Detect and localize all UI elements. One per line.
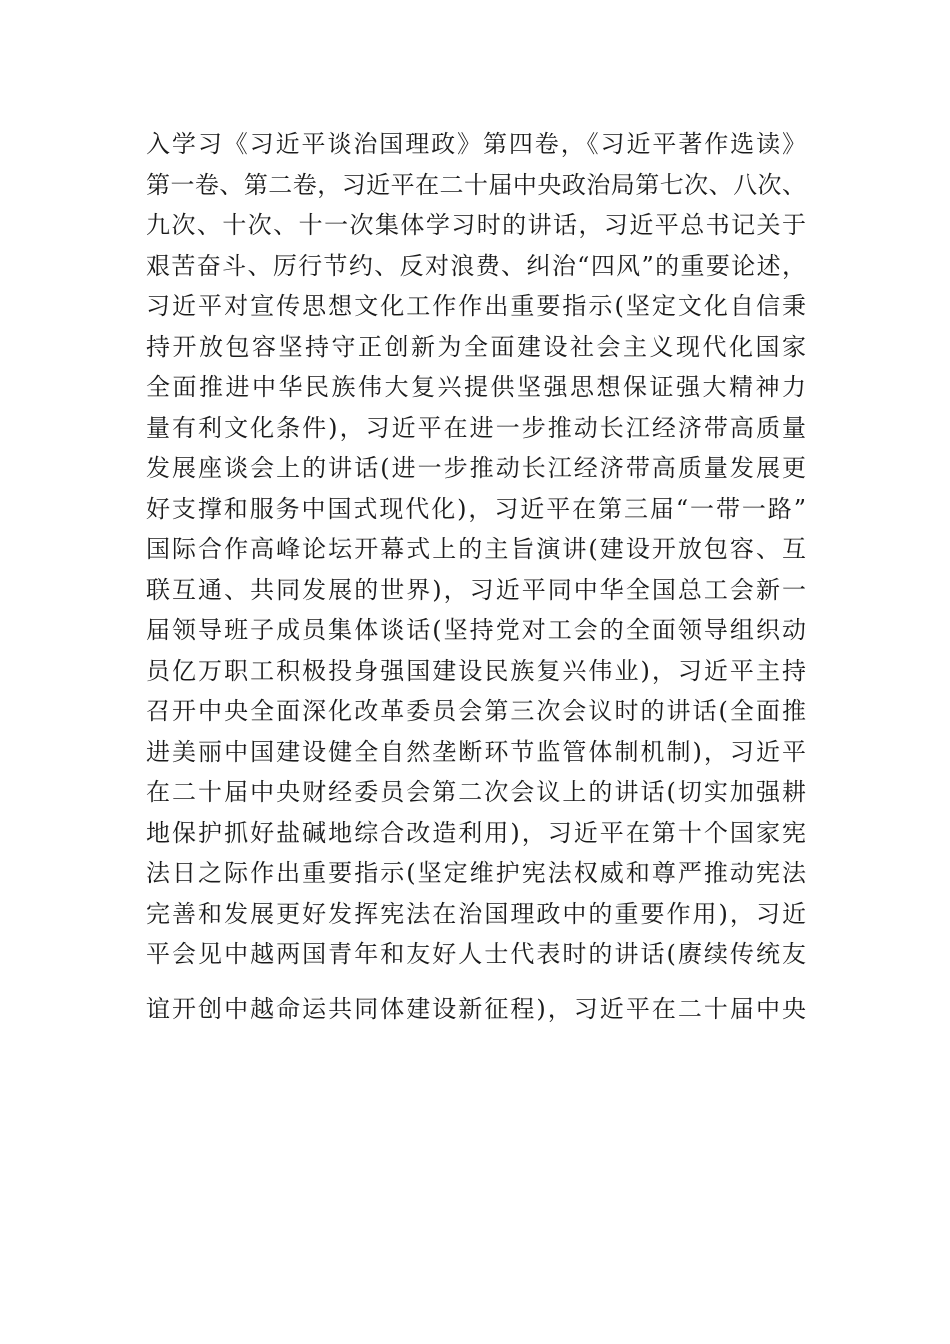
text-line: 持开放包容坚持守正创新为全面建设社会主义现代化国家: [146, 332, 806, 361]
text-line: 好支撑和服务中国式现代化)，习近平在第三届“一带一路”: [146, 494, 806, 523]
body-text: [146, 124, 806, 1029]
text-line: 法日之际作出重要指示(坚定维护宪法权威和尊严推动宪法: [146, 859, 806, 887]
text-line: 在二十届中央财经委员会第二次会议上的讲话(切实加强耕: [146, 778, 806, 806]
text-line: 完善和发展更好发挥宪法在治国理政中的重要作用)，习近: [146, 899, 806, 928]
text-line: 平会见中越两国青年和友好人士代表时的讲话(赓续传统友: [146, 940, 806, 968]
text-line: 量有利文化条件)，习近平在进一步推动长江经济带高质量: [146, 413, 806, 442]
text-line: 习近平对宣传思想文化工作作出重要指示(坚定文化自信秉: [146, 292, 806, 320]
text-line: 全面推进中华民族伟大复兴提供坚强思想保证强大精神力: [146, 373, 806, 401]
text-line: 发展座谈会上的讲话(进一步推动长江经济带高质量发展更: [146, 454, 806, 482]
text-line: 入学习《习近平谈治国理政》第四卷，《习近平著作选读》: [146, 130, 806, 158]
text-line: 艰苦奋斗、厉行节约、反对浪费、纠治“四风”的重要论述，: [146, 251, 806, 280]
text-line: 地保护抓好盐碱地综合改造利用)，习近平在第十个国家宪: [146, 818, 806, 847]
text-line: 召开中央全面深化改革委员会第三次会议时的讲话(全面推: [146, 697, 806, 725]
text-line: 员亿万职工积极投身强国建设民族复兴伟业)，习近平主持: [146, 656, 806, 685]
text-line: 国际合作高峰论坛开幕式上的主旨演讲(建设开放包容、互: [146, 535, 806, 563]
text-line: 九次、十次、十一次集体学习时的讲话，习近平总书记关于: [146, 211, 806, 239]
text-line: 届领导班子成员集体谈话(坚持党对工会的全面领导组织动: [146, 616, 806, 644]
text-line: 进美丽中国建设健全自然垄断环节监管体制机制)，习近平: [146, 737, 806, 766]
text-line: 联互通、共同发展的世界)，习近平同中华全国总工会新一: [146, 575, 806, 604]
text-line: 第一卷、第二卷，习近平在二十届中央政治局第七次、八次、: [146, 170, 806, 199]
text-line: 谊开创中越命运共同体建设新征程)，习近平在二十届中央: [146, 994, 806, 1023]
